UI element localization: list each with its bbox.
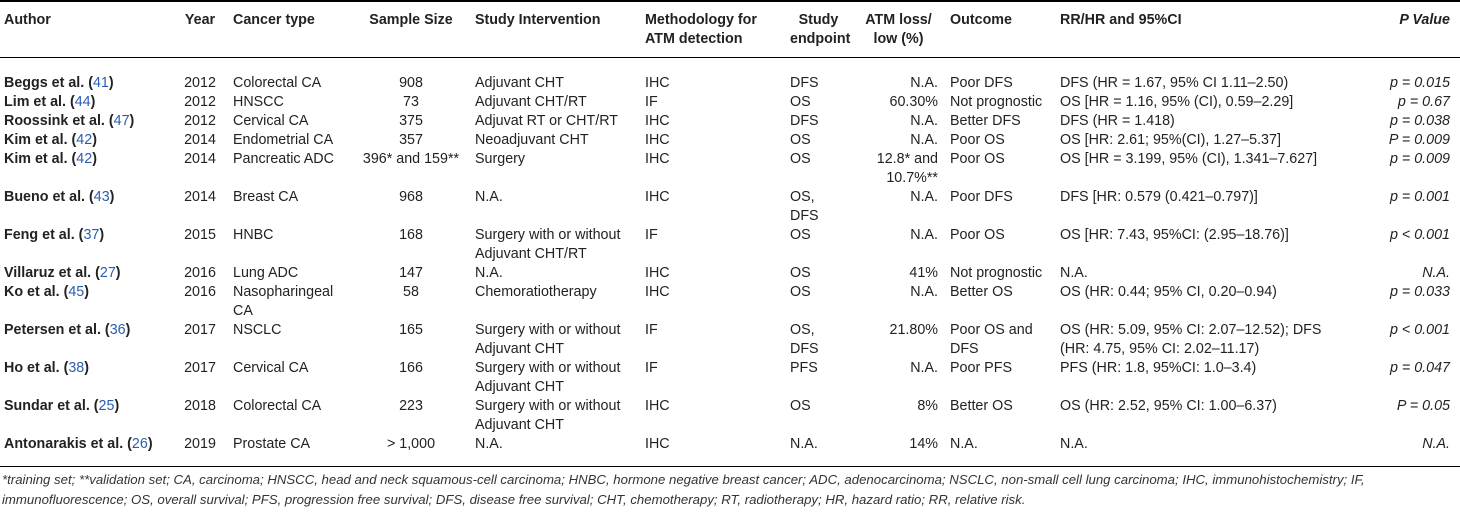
header-rr-hr: RR/HR and 95%CI (1056, 1, 1336, 58)
sample-size-cell: 908 (399, 75, 423, 91)
cancer-type-cell: Colorectal CA (233, 398, 322, 414)
methodology-cell: IF (645, 322, 658, 338)
outcome-cell: Poor OS (950, 151, 1005, 167)
sample-size-cell: 396* and 159** (362, 151, 460, 167)
cancer-type-cell: Prostate CA (229, 435, 351, 467)
year-cell: 2017 (184, 360, 216, 376)
outcome-cell: Poor OS (950, 132, 1005, 148)
author-cell: Lim et al. (44) (4, 94, 96, 110)
author-name: Lim et al. (4, 94, 66, 110)
cancer-type-cell: Endometrial CA (233, 132, 334, 148)
author-cell: Petersen et al. (36) (4, 322, 131, 338)
intervention-cell: Adjuvat RT or CHT/RT (475, 113, 619, 129)
year-cell: 2012 (184, 94, 216, 110)
endpoint-cell: OS (790, 151, 811, 167)
p-value-cell: p = 0.033 (1389, 284, 1450, 300)
author-name: Beggs et al. (4, 75, 85, 91)
endpoint-cell: OS, DFS (790, 189, 819, 224)
atm-loss-cell: 41% (909, 265, 938, 281)
rr-hr-cell: OS (HR: 0.44; 95% CI, 0.20–0.94) (1060, 284, 1277, 300)
rr-hr-cell: OS [HR = 3.199, 95% (CI), 1.341–7.627] (1060, 151, 1318, 167)
intervention-cell: N.A. (471, 435, 641, 467)
atm-loss-cell: 14% (851, 435, 946, 467)
sample-size-cell: 165 (399, 322, 423, 338)
outcome-cell: Better OS (950, 398, 1013, 414)
rr-hr-cell: DFS (HR = 1.67, 95% CI 1.11–2.50) (1060, 75, 1289, 91)
rr-hr-cell: OS (HR: 2.52, 95% CI: 1.00–6.37) (1060, 398, 1277, 414)
reference-link[interactable]: 42 (76, 151, 93, 167)
methodology-cell: IHC (645, 75, 670, 91)
year-cell: 2016 (184, 265, 216, 281)
atm-loss-cell: N.A. (910, 189, 938, 205)
endpoint-cell: PFS (790, 360, 818, 376)
header-author: Author (0, 1, 171, 58)
rr-hr-cell: N.A. (1056, 435, 1336, 467)
endpoint-cell: DFS (790, 75, 819, 91)
header-study-intervention: Study Intervention (471, 1, 641, 58)
year-cell: 2018 (184, 398, 216, 414)
methodology-cell: IHC (645, 398, 670, 414)
cancer-type-cell: Pancreatic ADC (233, 151, 334, 167)
year-cell: 2015 (184, 227, 216, 243)
p-value-cell: p < 0.001 (1389, 322, 1450, 338)
author-name: Petersen et al. (4, 322, 101, 338)
sample-size-cell: 166 (399, 360, 423, 376)
endpoint-cell: OS (790, 265, 811, 281)
author-cell: Roossink et al. (47) (4, 113, 135, 129)
p-value-cell: P = 0.009 (1388, 132, 1450, 148)
p-value-cell: N.A. (1422, 265, 1450, 281)
author-name: Kim et al. (4, 151, 68, 167)
author-name: Bueno et al. (4, 189, 86, 205)
table-row (0, 397, 1460, 435)
table-row (0, 58, 1460, 94)
header-sample-size: Sample Size (351, 1, 471, 58)
reference-link[interactable]: 43 (93, 189, 110, 205)
table-row (0, 283, 1460, 321)
author-cell: Sundar et al. (25) (4, 398, 120, 414)
intervention-cell: Chemoratiotherapy (475, 284, 597, 300)
atm-loss-cell: 60.30% (889, 94, 938, 110)
author-cell: Villaruz et al. (27) (4, 265, 121, 281)
reference-link[interactable]: 25 (98, 398, 115, 414)
atm-loss-cell: N.A. (910, 132, 938, 148)
outcome-cell: Poor DFS (950, 189, 1013, 205)
author-cell: Feng et al. (37) (4, 227, 105, 243)
methodology-cell: IF (645, 227, 658, 243)
cancer-type-cell: Nasopharingeal CA (233, 284, 334, 319)
sample-size-cell: 73 (403, 94, 419, 110)
author-name: Antonarakis et al. (4, 436, 124, 452)
author-cell: Kim et al. (42) (4, 151, 97, 167)
table-header (0, 1, 1460, 58)
methodology-cell: IHC (645, 189, 670, 205)
outcome-cell: Not prognostic (950, 94, 1043, 110)
table-row (0, 93, 1460, 112)
header-p-value: P Value (1336, 1, 1460, 58)
sample-size-cell: 375 (399, 113, 423, 129)
year-cell: 2017 (184, 322, 216, 338)
sample-size-cell: 968 (399, 189, 423, 205)
p-value-cell: p = 0.038 (1389, 113, 1450, 129)
outcome-cell: N.A. (946, 435, 1056, 467)
intervention-cell: N.A. (475, 265, 503, 281)
reference-link[interactable]: 37 (83, 227, 100, 243)
author-cell: Beggs et al. (41) (4, 75, 114, 91)
header-cancer-type: Cancer type (229, 1, 351, 58)
p-value-cell: p = 0.015 (1389, 75, 1450, 91)
intervention-cell: Surgery with or without Adjuvant CHT (475, 398, 621, 433)
author-cell: Bueno et al. (43) (4, 189, 115, 205)
table-footnote: *training set; **validation set; CA, carcinoma; HNSCC, head and neck squamous-cell carcinoma; HNBC, hormone negative breast cancer; ADC, adenocarcinoma; NSCLC, non-small cell lung carcinoma; IHC, immunohistochemistry; IF, immunofluorescence; OS, overall survival; PFS, progression free survival; DFS, disease free survival; CHT, chemotherapy; RT, radiotherapy; HR, hazard ratio; RR, relative risk. (2, 472, 1365, 507)
intervention-cell: Surgery with or without Adjuvant CHT (475, 322, 621, 357)
cancer-type-cell: HNSCC (233, 94, 284, 110)
year-cell: 2012 (184, 75, 216, 91)
intervention-cell: Adjuvant CHT/RT (475, 94, 587, 110)
header-outcome: Outcome (946, 1, 1056, 58)
author-name: Sundar et al. (4, 398, 90, 414)
sample-size-cell: 168 (399, 227, 423, 243)
methodology-cell: IHC (641, 435, 786, 467)
outcome-cell: Better DFS (950, 113, 1021, 129)
rr-hr-cell: N.A. (1060, 265, 1088, 281)
author-name: Feng et al. (4, 227, 75, 243)
table-row (0, 264, 1460, 283)
intervention-cell: Surgery (475, 151, 526, 167)
year-cell: 2019 (171, 435, 229, 467)
author-name: Roossink et al. (4, 113, 105, 129)
reference-link[interactable]: 44 (74, 94, 91, 110)
sample-size-cell: 357 (399, 132, 423, 148)
intervention-cell: Surgery with or without Adjuvant CHT/RT (475, 227, 621, 262)
intervention-cell: N.A. (475, 189, 503, 205)
rr-hr-cell: OS [HR = 1.16, 95% (CI), 0.59–2.29] (1060, 94, 1294, 110)
methodology-cell: IHC (645, 151, 670, 167)
header-year: Year (171, 1, 229, 58)
header-study-endpoint: Study endpoint (786, 1, 851, 58)
endpoint-cell: OS, DFS (790, 322, 819, 357)
atm-loss-cell: N.A. (910, 227, 938, 243)
methodology-cell: IHC (645, 265, 670, 281)
outcome-cell: Poor OS (950, 227, 1005, 243)
methodology-cell: IHC (645, 132, 670, 148)
author-name: Kim et al. (4, 132, 68, 148)
sample-size-cell: 147 (399, 265, 423, 281)
year-cell: 2014 (184, 151, 216, 167)
cancer-type-cell: Breast CA (233, 189, 299, 205)
p-value-cell: N.A. (1336, 435, 1460, 467)
cancer-type-cell: Colorectal CA (233, 75, 322, 91)
reference-link[interactable]: 42 (76, 132, 93, 148)
intervention-cell: Neoadjuvant CHT (475, 132, 589, 148)
p-value-cell: p < 0.001 (1389, 227, 1450, 243)
endpoint-cell: DFS (790, 113, 819, 129)
reference-link[interactable]: 45 (68, 284, 85, 300)
endpoint-cell: OS (790, 284, 811, 300)
author-name: Ko et al. (4, 284, 60, 300)
intervention-cell: Adjuvant CHT (475, 75, 564, 91)
endpoint-cell: OS (790, 398, 811, 414)
reference-link[interactable]: 47 (113, 113, 130, 129)
reference-link[interactable]: 36 (109, 322, 126, 338)
header-methodology: Methodology for ATM detection (641, 1, 786, 58)
rr-hr-cell: DFS [HR: 0.579 (0.421–0.797)] (1060, 189, 1258, 205)
header-atm-loss: ATM loss/ low (%) (851, 1, 946, 58)
table-row (0, 131, 1460, 150)
reference-link[interactable]: 27 (99, 265, 116, 281)
atm-loss-cell: N.A. (910, 113, 938, 129)
rr-hr-cell: OS (HR: 5.09, 95% CI: 2.07–12.52); DFS (HR: 4.75, 95% CI: 2.02–11.17) (1060, 322, 1322, 357)
author-cell: Antonarakis et al. (26) (0, 435, 171, 467)
cancer-type-cell: Cervical CA (233, 360, 309, 376)
sample-size-cell: > 1,000 (351, 435, 471, 467)
p-value-cell: P = 0.05 (1396, 398, 1450, 414)
author-cell: Ho et al. (38) (4, 360, 90, 376)
author-name: Villaruz et al. (4, 265, 92, 281)
table-body (0, 58, 1460, 467)
endpoint-cell: N.A. (786, 435, 851, 467)
endpoint-cell: OS (790, 227, 811, 243)
author-cell: Ko et al. (45) (4, 284, 90, 300)
table-row (0, 112, 1460, 131)
table-row (0, 226, 1460, 264)
atm-loss-cell: N.A. (910, 284, 938, 300)
table-row (0, 321, 1460, 359)
outcome-cell: Better OS (950, 284, 1013, 300)
year-cell: 2012 (184, 113, 216, 129)
cancer-type-cell: Cervical CA (233, 113, 309, 129)
author-name: Ho et al. (4, 360, 60, 376)
methodology-cell: IHC (645, 113, 670, 129)
cancer-type-cell: Lung ADC (233, 265, 299, 281)
table-row (0, 359, 1460, 397)
cancer-type-cell: HNBC (233, 227, 274, 243)
rr-hr-cell: PFS (HR: 1.8, 95%CI: 1.0–3.4) (1060, 360, 1257, 376)
outcome-cell: Poor OS and DFS (950, 322, 1033, 357)
year-cell: 2016 (184, 284, 216, 300)
outcome-cell: Not prognostic (950, 265, 1043, 281)
p-value-cell: p = 0.009 (1389, 151, 1450, 167)
header-row (0, 1, 1460, 58)
sample-size-cell: 58 (403, 284, 419, 300)
rr-hr-cell: OS [HR: 7.43, 95%CI: (2.95–18.76)] (1060, 227, 1289, 243)
atm-loss-cell: N.A. (910, 75, 938, 91)
p-value-cell: p = 0.67 (1397, 94, 1450, 110)
rr-hr-cell: OS [HR: 2.61; 95%(CI), 1.27–5.37] (1060, 132, 1281, 148)
table-row (0, 188, 1460, 226)
year-cell: 2014 (184, 132, 216, 148)
table-row (0, 150, 1460, 188)
rr-hr-cell: DFS (HR = 1.418) (1060, 113, 1175, 129)
reference-link[interactable]: 41 (92, 75, 109, 91)
methodology-cell: IHC (645, 284, 670, 300)
endpoint-cell: OS (790, 94, 811, 110)
outcome-cell: Poor PFS (950, 360, 1012, 376)
atm-loss-cell: 12.8* and 10.7%** (876, 151, 938, 186)
atm-loss-cell: N.A. (910, 360, 938, 376)
year-cell: 2014 (184, 189, 216, 205)
cancer-type-cell: NSCLC (233, 322, 282, 338)
table-row (0, 435, 1460, 467)
reference-link[interactable]: 26 (131, 436, 148, 452)
methodology-cell: IF (645, 94, 658, 110)
atm-loss-cell: 8% (917, 398, 938, 414)
author-cell: Kim et al. (42) (4, 132, 97, 148)
intervention-cell: Surgery with or without Adjuvant CHT (475, 360, 621, 395)
sample-size-cell: 223 (399, 398, 423, 414)
endpoint-cell: OS (790, 132, 811, 148)
atm-loss-cell: 21.80% (889, 322, 938, 338)
p-value-cell: p = 0.047 (1389, 360, 1450, 376)
outcome-cell: Poor DFS (950, 75, 1013, 91)
methodology-cell: IF (645, 360, 658, 376)
p-value-cell: p = 0.001 (1389, 189, 1450, 205)
reference-link[interactable]: 38 (68, 360, 85, 376)
